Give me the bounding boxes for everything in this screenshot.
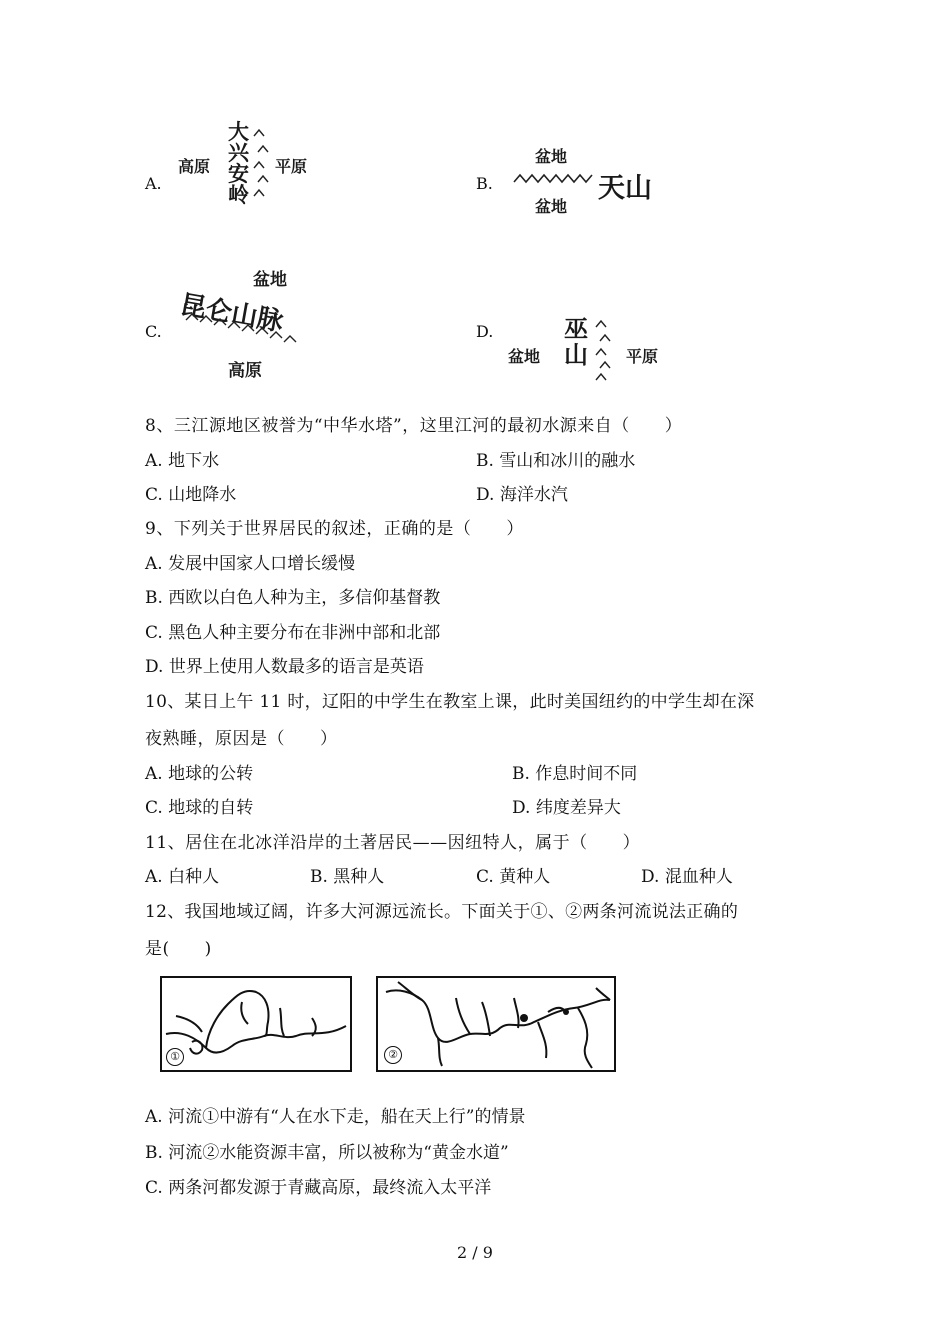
question-11-option-d: D. 混血种人	[641, 867, 733, 887]
question-9-option-c: C. 黑色人种主要分布在非洲中部和北部	[145, 623, 441, 643]
mountain-icon	[250, 126, 272, 206]
figure-a-left-label: 高原	[178, 157, 211, 176]
question-10-stem-line1: 10、某日上午 11 时，辽阳的中学生在教室上课，此时美国纽约的中学生却在深	[145, 692, 755, 712]
figure-d-range-label: 巫山	[564, 315, 588, 369]
question-9-option-d: D. 世界上使用人数最多的语言是英语	[145, 657, 424, 677]
option-a-letter: A.	[145, 174, 162, 193]
question-10-stem-line2: 夜熟睡，原因是（ ）	[145, 729, 338, 749]
question-12-stem-line1: 12、我国地域辽阔，许多大河源远流长。下面关于①、②两条河流说法正确的	[145, 902, 739, 922]
mountain-icon	[512, 170, 594, 186]
figure-c-range-label: 昆仑山脉	[177, 289, 286, 338]
option-d-letter: D.	[476, 322, 494, 341]
figure-a-right-label: 平原	[275, 157, 308, 176]
figure-b-range-label: 天山	[598, 173, 652, 204]
river-map-2	[376, 976, 616, 1072]
question-11-option-b: B. 黑种人	[310, 867, 385, 887]
figure-b-bottom-label: 盆地	[535, 197, 568, 216]
question-8-option-c: C. 山地降水	[145, 485, 237, 505]
figure-d-left-label: 盆地	[508, 347, 541, 366]
option-b-letter: B.	[476, 174, 493, 193]
question-8-option-d: D. 海洋水汽	[476, 485, 568, 505]
question-11-stem: 11、居住在北冰洋沿岸的土著居民——因纽特人，属于（ ）	[145, 833, 641, 853]
question-8-option-a: A. 地下水	[145, 451, 220, 471]
page-number: 2 / 9	[457, 1243, 493, 1262]
river-map-1	[160, 976, 352, 1072]
question-8-option-b: B. 雪山和冰川的融水	[476, 451, 636, 471]
question-10-option-d: D. 纬度差异大	[512, 798, 621, 818]
question-12-option-b: B. 河流②水能资源丰富，所以被称为“黄金水道”	[145, 1143, 509, 1163]
question-12-stem-line2: 是( )	[145, 939, 212, 959]
question-11-option-c: C. 黄种人	[476, 867, 551, 887]
question-10-option-b: B. 作息时间不同	[512, 764, 638, 784]
question-12-option-a: A. 河流①中游有“人在水下走，船在天上行”的情景	[145, 1107, 526, 1127]
figure-a-range-label: 大兴安岭	[228, 120, 249, 207]
question-9-option-b: B. 西欧以白色人种为主，多信仰基督教	[145, 588, 441, 608]
question-10-option-c: C. 地球的自转	[145, 798, 254, 818]
figure-c-top-label: 盆地	[253, 270, 287, 290]
question-10-option-a: A. 地球的公转	[145, 764, 254, 784]
yangtze-river-map-icon	[378, 978, 614, 1070]
figure-d-right-label: 平原	[626, 347, 659, 366]
figure-c-bottom-label: 高原	[228, 361, 262, 381]
question-12-option-c: C. 两条河都发源于青藏高原，最终流入太平洋	[145, 1178, 492, 1198]
mountain-icon	[592, 318, 614, 384]
question-11-option-a: A. 白种人	[145, 867, 220, 887]
figure-b-top-label: 盆地	[535, 147, 568, 166]
option-c-letter: C.	[145, 322, 162, 341]
question-8-stem: 8、三江源地区被誉为“中华水塔”，这里江河的最初水源来自（ ）	[145, 416, 683, 436]
river-map-1-label: ①	[166, 1048, 184, 1066]
question-9-option-a: A. 发展中国家人口增长缓慢	[145, 554, 356, 574]
question-9-stem: 9、下列关于世界居民的叙述，正确的是（ ）	[145, 519, 524, 539]
river-map-2-label: ②	[384, 1046, 402, 1064]
mountain-icon	[184, 312, 302, 352]
yellow-river-map-icon	[162, 978, 350, 1070]
